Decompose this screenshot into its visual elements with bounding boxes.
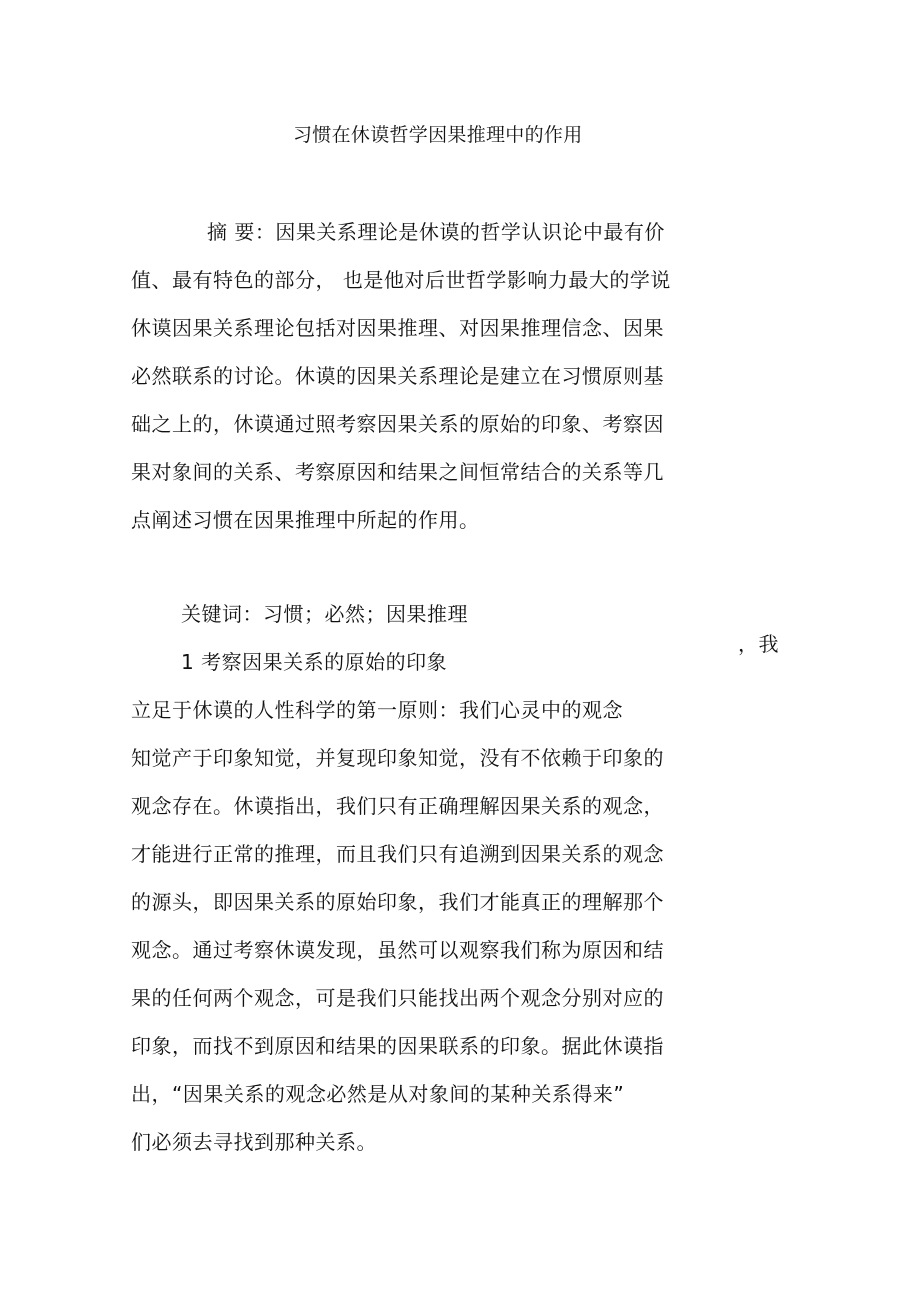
abstract-line: 果对象间的关系、考察原因和结果之间恒常结合的关系等几	[131, 460, 664, 484]
body-line: 印象，而找不到原因和结果的因果联系的印象。据此休谟指	[131, 1034, 664, 1058]
abstract-line: 础之上的，休谟通过照考察因果关系的原始的印象、考察因	[131, 412, 664, 436]
body-line: 才能进行正常的推理，而且我们只有追溯到因果关系的观念	[131, 842, 664, 866]
body-line: 出，“因果关系的观念必然是从对象间的某种关系得来”	[131, 1082, 625, 1106]
abstract-line: 点阐述习惯在因果推理中所起的作用。	[131, 508, 480, 532]
section-heading: 1 考察因果关系的原始的印象	[181, 650, 448, 674]
body-line: 的源头，即因果关系的原始印象，我们才能真正的理解那个	[131, 890, 664, 914]
floating-text-fragment: ，我	[738, 632, 779, 656]
abstract-line: 休谟因果关系理论包括对因果推理、对因果推理信念、因果	[131, 316, 664, 340]
body-line: 知觉产于印象知觉，并复现印象知觉，没有不依赖于印象的	[131, 746, 664, 770]
keywords: 关键词：习惯；必然；因果推理	[181, 602, 468, 626]
body-line: 立足于休谟的人性科学的第一原则：我们心灵中的观念	[131, 698, 623, 722]
abstract-line: 必然联系的讨论。休谟的因果关系理论是建立在习惯原则基	[131, 364, 664, 388]
body-line: 观念。通过考察休谟发现，虽然可以观察我们称为原因和结	[131, 938, 664, 962]
abstract-line: 摘 要：因果关系理论是休谟的哲学认识论中最有价	[207, 220, 665, 244]
body-line: 们必须去寻找到那种关系。	[131, 1130, 377, 1154]
body-line: 果的任何两个观念，可是我们只能找出两个观念分别对应的	[131, 986, 664, 1010]
body-line: 观念存在。休谟指出，我们只有正确理解因果关系的观念，	[131, 794, 664, 818]
document-title: 习惯在休谟哲学因果推理中的作用	[293, 124, 583, 146]
abstract-line: 值、最有特色的部分， 也是他对后世哲学影响力最大的学说	[131, 268, 671, 292]
